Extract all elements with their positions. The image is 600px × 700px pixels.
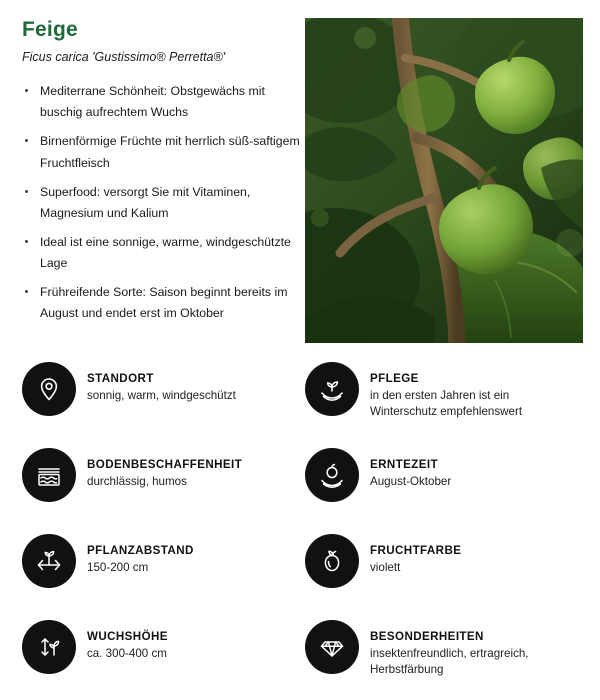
feature-erntezeit — [305, 448, 575, 502]
feature-heading: STANDORT — [87, 372, 154, 385]
feature-heading: WUCHSHÖHE — [87, 630, 168, 643]
hand-plant-icon — [305, 362, 359, 416]
list-item: Frühreifende Sorte: Saison beginnt bereits im August und endet erst im Oktober — [22, 282, 300, 324]
feature-body: violett — [370, 561, 401, 574]
soil-layers-icon — [22, 448, 76, 502]
top-section — [0, 0, 600, 348]
feature-heading: FRUCHTFARBE — [370, 544, 462, 557]
feature-heading: ERNTEZEIT — [370, 458, 439, 471]
feature-wuchshoehe — [22, 620, 292, 674]
feature-pflanzabstand — [22, 534, 292, 588]
plant-spacing-arrows-icon — [22, 534, 76, 588]
diamond-icon — [305, 620, 359, 674]
growth-height-arrows-icon — [22, 620, 76, 674]
feature-heading: BESONDERHEITEN — [370, 630, 484, 643]
location-pin-icon — [22, 362, 76, 416]
feature-bodenbeschaffenheit — [22, 448, 292, 502]
feature-heading: BODENBESCHAFFENHEIT — [87, 458, 243, 471]
page-title: Feige — [22, 18, 78, 41]
fruit-color-icon — [305, 534, 359, 588]
feature-standort — [22, 362, 292, 416]
feature-bullet-list — [22, 81, 300, 324]
description-column — [22, 18, 300, 333]
feature-body: August-Oktober — [370, 475, 452, 488]
feature-pflege — [305, 362, 575, 420]
feature-heading: PFLANZABSTAND — [87, 544, 194, 557]
hand-fruit-icon — [305, 448, 359, 502]
feature-heading: PFLEGE — [370, 372, 419, 385]
list-item: Ideal ist eine sonnige, warme, windgeschützte Lage — [22, 232, 300, 274]
botanical-name: Ficus carica 'Gustissimo® Perretta®' — [22, 50, 226, 65]
feature-besonderheiten — [305, 620, 575, 678]
feature-body: sonnig, warm, windgeschützt — [87, 389, 236, 402]
feature-body: in den ersten Jahren ist ein Winterschutz empfehlenswert — [370, 389, 523, 418]
feature-body: 150-200 cm — [87, 561, 149, 574]
list-item: Mediterrane Schönheit: Obstgewächs mit buschig aufrechtem Wuchs — [22, 81, 300, 123]
feature-body: ca. 300-400 cm — [87, 647, 167, 660]
list-item: Birnenförmige Früchte mit herrlich süß-saftigem Fruchtfleisch — [22, 131, 300, 173]
feature-body: insektenfreundlich, ertragreich, Herbstfärbung — [370, 647, 529, 676]
list-item: Superfood: versorgt Sie mit Vitaminen, Magnesium und Kalium — [22, 182, 300, 224]
feature-body: durchlässig, humos — [87, 475, 187, 488]
attributes-grid — [0, 362, 600, 700]
feature-fruchtfarbe — [305, 534, 575, 588]
plant-photo — [305, 18, 583, 343]
